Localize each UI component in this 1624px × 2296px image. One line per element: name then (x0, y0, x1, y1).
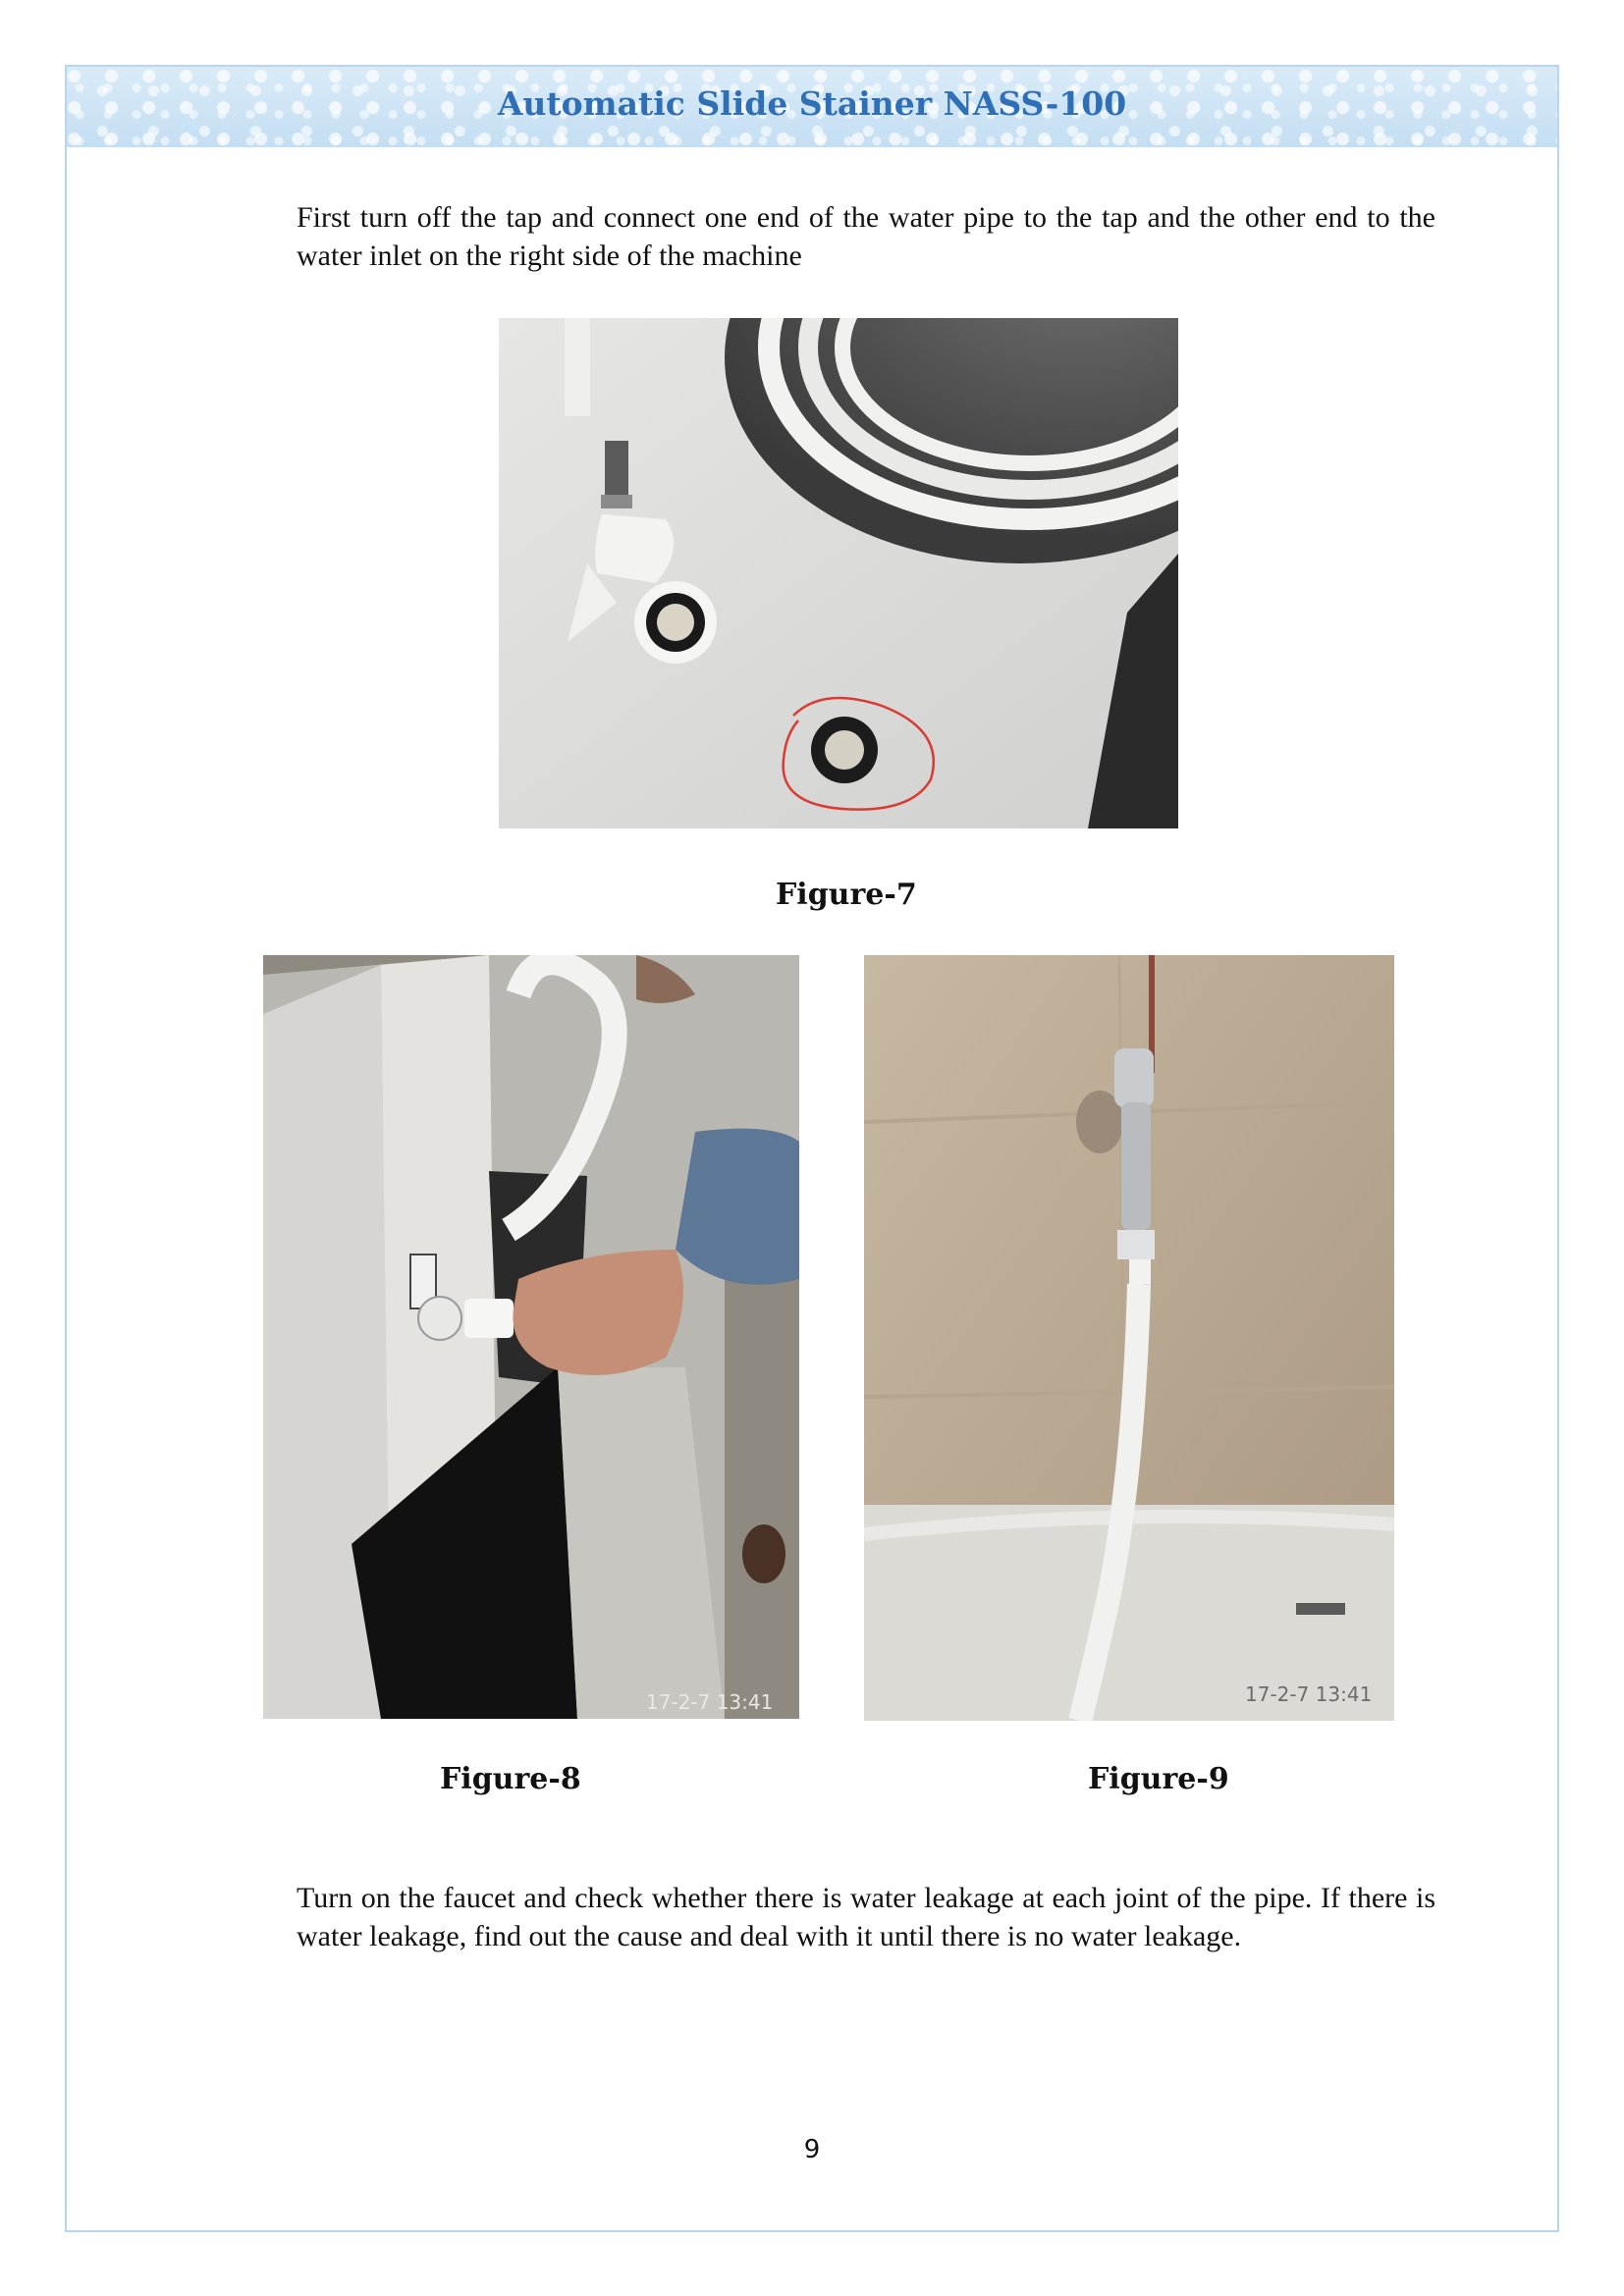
figure-9-photo (864, 955, 1394, 1721)
figure-7-caption: Figure-7 (776, 878, 917, 912)
hose-coil-photo (499, 318, 1178, 828)
page-header (67, 67, 1557, 147)
figure-9-caption: Figure-9 (1088, 1762, 1229, 1796)
figure-8-photo (263, 955, 799, 1719)
page-number: 9 (803, 2135, 821, 2164)
figure-8-caption: Figure-8 (440, 1762, 581, 1796)
figure-7-photo (499, 318, 1178, 828)
leak-check-paragraph: Turn on the faucet and check whether there is water leakage at each joint of the pipe. If there is water leakage, find out the cause and deal with it until there is no water leakage. (297, 1882, 1435, 1952)
machine-inlet-photo (263, 955, 799, 1719)
figure-8-timestamp: 17-2-7 13:41 (646, 1690, 774, 1714)
intro-paragraph: First turn off the tap and connect one end of the water pipe to the tap and the other end to the water inlet on the right side of the machine (297, 201, 1435, 272)
document-title: Automatic Slide Stainer NASS-100 (497, 84, 1127, 123)
tap-hose-photo (864, 955, 1394, 1721)
figure-9-timestamp: 17-2-7 13:41 (1245, 1682, 1373, 1706)
